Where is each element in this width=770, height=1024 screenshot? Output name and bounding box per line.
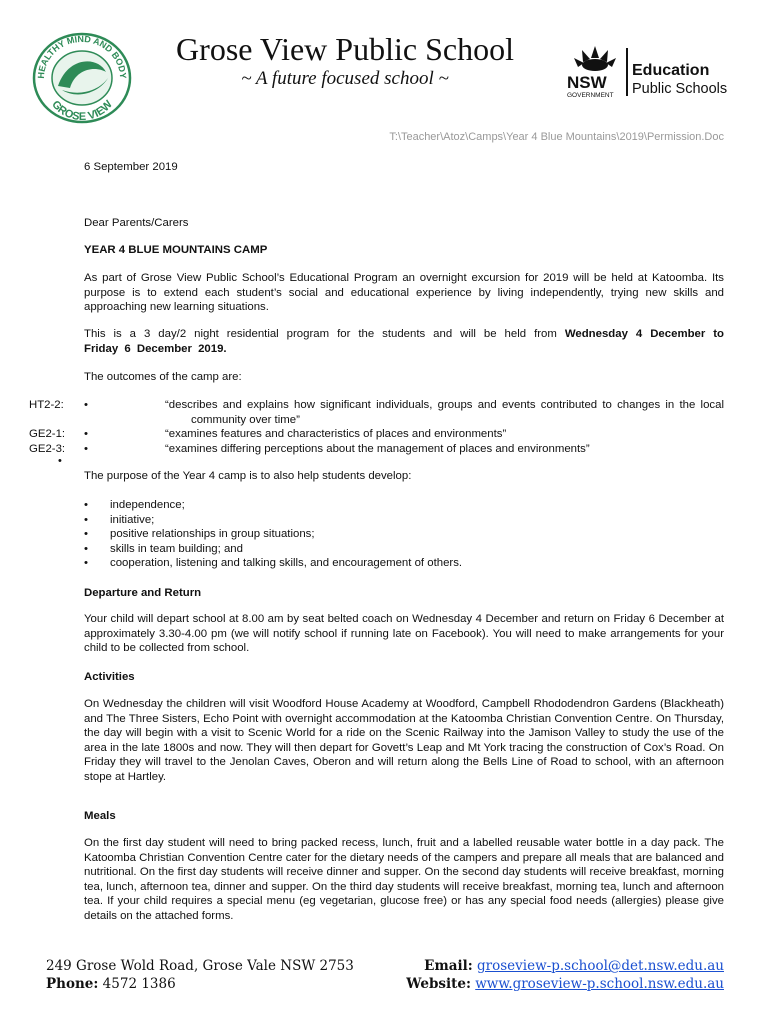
outcomes-list [29, 398, 724, 456]
activities-heading: Activities [84, 671, 135, 683]
list-item: • initiative; [84, 513, 724, 528]
intro-paragraph: As part of Grose View Public School’s Educational Program an overnight excursion for 2019 will be held at Katoomba. Its purpose is to extend each student’s social and educational experience by living independently, trying new skills and approaching new learning situations. [84, 272, 724, 314]
website-link[interactable]: www.groseview-p.school.nsw.edu.au [475, 976, 724, 992]
footer-website-line: Website: www.groseview-p.school.nsw.edu.au [406, 976, 724, 992]
purpose-list [84, 498, 724, 571]
nsw-sub: GOVERNMENT [567, 92, 614, 99]
departure-heading: Departure and Return [84, 587, 202, 599]
school-tagline: ~ A future focused school ~ [241, 68, 449, 89]
list-item: • HT2-2: “describes and explains how significant individuals, groups and events contributed to changes in the local community over time” [84, 398, 724, 427]
list-item: • GE2-3: “examines differing perceptions about the management of places and environments” [84, 442, 724, 457]
footer-phone-line: Phone: 4572 1386 [46, 976, 176, 992]
file-path: T:\Teacher\Atoz\Camps\Year 4 Blue Mountains\2019\Permission.Doc [389, 131, 724, 143]
footer-links [406, 957, 724, 993]
purpose-intro: The purpose of the Year 4 camp is to also help students develop: [84, 470, 412, 482]
footer-contact [46, 957, 354, 993]
stray-bullet: • [58, 455, 62, 467]
letter-title: YEAR 4 BLUE MOUNTAINS CAMP [84, 244, 268, 256]
nsw-education-logo [566, 44, 746, 100]
list-item: • skills in team building; and [84, 542, 724, 557]
salutation: Dear Parents/Carers [84, 217, 189, 229]
meals-paragraph: On the first day student will need to bring packed recess, lunch, fruit and a labelled reusable water bottle in a day pack. The Katoomba Christian Convention Centre cater for the dietary needs of the campers and prepare all meals that are balanced and nutritional. On the first day students will receive dinner and supper. On the second day students will receive breakfast, morning tea, lunch, afternoon tea, dinner and supper. On the third day students will receive breakfast, morning tea, lunch and afternoon tea. If your child requires a special menu (eg vegetarian, glucose free) or has any special food needs (allergies) please give details on the attached forms. [84, 837, 724, 922]
logo-ring-top: HEALTHY MIND AND BODY [35, 33, 129, 79]
school-logo-emblem-icon [28, 26, 136, 124]
email-link[interactable]: groseview-p.school@det.nsw.edu.au [477, 958, 724, 974]
list-item: • cooperation, listening and talking skills, and encouragement of others. [84, 556, 724, 571]
list-item: • positive relationships in group situations; [84, 527, 724, 542]
school-logo [28, 26, 136, 124]
list-item: • independence; [84, 498, 724, 513]
footer-address: 249 Grose Wold Road, Grose Vale NSW 2753 [46, 958, 354, 974]
activities-paragraph: On Wednesday the children will visit Woodford House Academy at Woodford, Campbell Rhododendron Gardens (Blackheath) and The Three Sisters, Echo Point with overnight accommodation at the Katoomba Christian Convention Centre. On Thursday, the day will begin with a visit to Scenic World for a ride on the Scenic Railway into the Jamison Valley to study the use of the area in the late 1800s and now. They will then depart for Govett’s Leap and Mt York tracing the construction of Cox’s Road. On Friday they will travel to the Jenolan Caves, Oberon and will return along the Bells Line of Road to school, with an afternoon stope at Hartley. [84, 698, 724, 783]
outcomes-intro: The outcomes of the camp are: [84, 371, 242, 383]
program-dates: Wednesday 4 December to Friday 6 December 2019. [84, 328, 725, 355]
nsw-abbr: NSW [567, 73, 607, 92]
waratah-icon [566, 44, 624, 100]
list-item: • GE2-1: “examines features and characteristics of places and environments” [84, 427, 724, 442]
logo-ring-bottom: GROSE VIEW [49, 98, 115, 124]
school-name: Grose View Public School [176, 31, 514, 67]
edu-line2: Public Schools [632, 81, 728, 97]
logo-divider [626, 48, 628, 96]
program-text: This is a 3 day/2 night residential program for the students and will be held from [84, 328, 557, 340]
footer-email-line: Email: groseview-p.school@det.nsw.edu.au [424, 958, 724, 974]
footer-phone: 4572 1386 [102, 976, 176, 992]
departure-paragraph: Your child will depart school at 8.00 am by seat belted coach on Wednesday 4 December and return on Friday 6 December at approximately 3.30-4.00 pm (we will notify school if running late on Facebook). You will need to make arrangements for your child to be collected from school. [84, 613, 724, 655]
letter-date: 6 September 2019 [84, 161, 178, 173]
edu-line1: Education [632, 62, 710, 79]
program-paragraph [84, 327, 724, 356]
meals-heading: Meals [84, 810, 116, 822]
